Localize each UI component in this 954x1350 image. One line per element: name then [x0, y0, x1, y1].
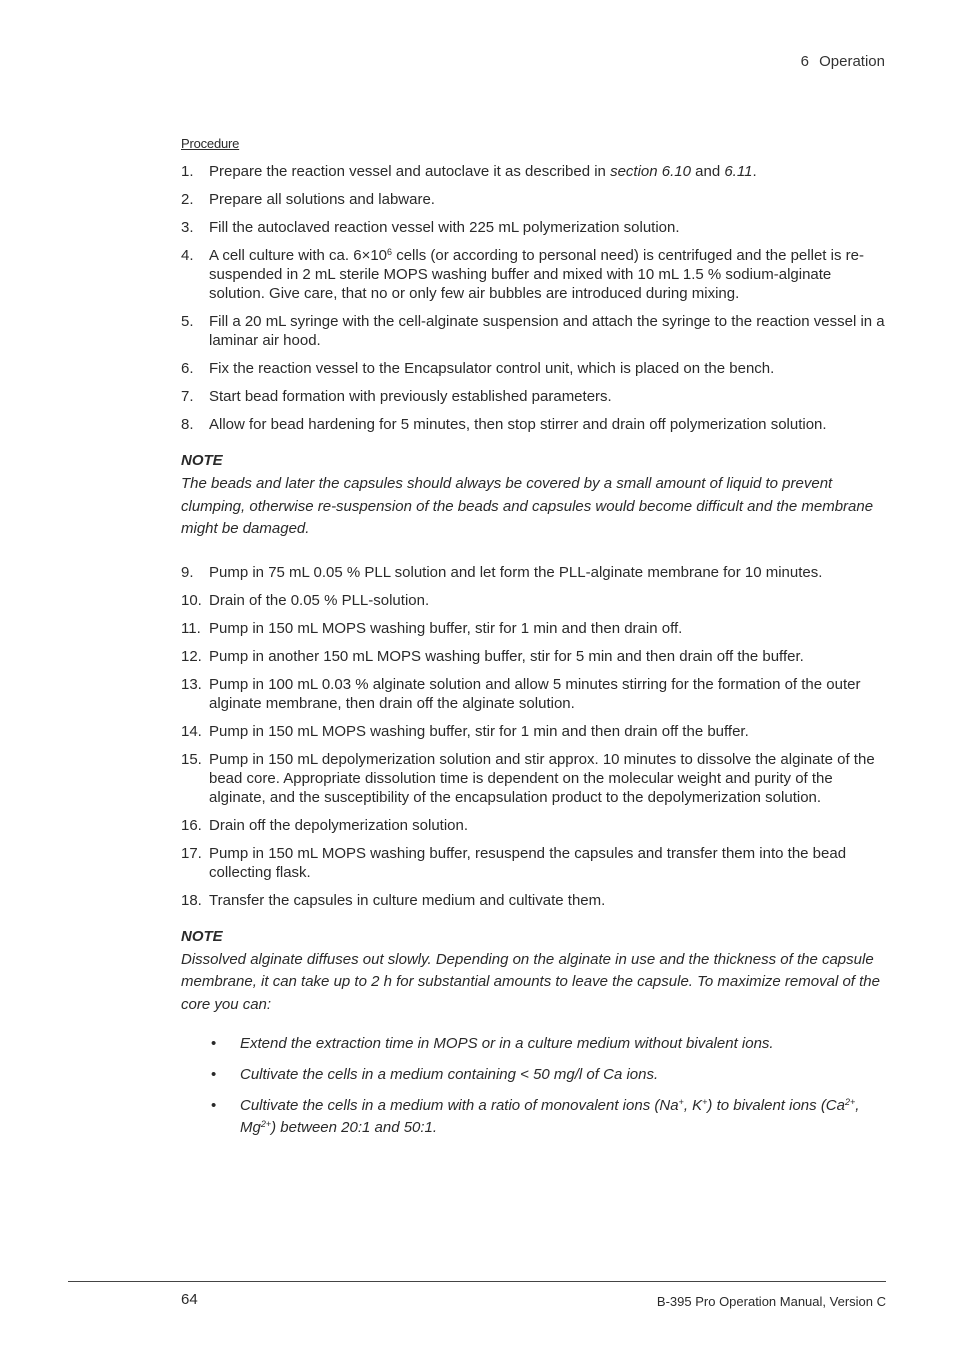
step-text: Prepare all solutions and labware. — [209, 191, 435, 208]
step-number: 9. — [181, 563, 194, 581]
step-number: 14. — [181, 722, 202, 740]
list-item — [181, 844, 887, 882]
section-reference: 6.11 — [724, 163, 753, 180]
list-item — [181, 722, 887, 741]
step-text: Drain off the depolymerization solution. — [209, 816, 469, 834]
bullet-text: , Mg — [240, 1097, 860, 1136]
superscript: 6 — [387, 247, 393, 257]
running-header: 6 Operation — [800, 53, 885, 70]
steps-list-b — [181, 563, 887, 910]
step-number: 3. — [181, 219, 194, 236]
list-item — [181, 891, 887, 910]
step-text: Fill a 20 mL syringe with the cell-alginate suspension and attach the syringe to the reaction vessel in a laminar air hood. — [209, 313, 885, 349]
list-item — [181, 190, 887, 209]
step-text: Pump in 150 mL MOPS washing buffer, stir for 1 min and then drain off the buffer. — [209, 722, 749, 740]
step-text: Pump in another 150 mL MOPS washing buffer, stir for 5 min and then drain off the buffer. — [209, 647, 804, 665]
list-item — [181, 246, 887, 303]
section-reference: section 6.10 — [610, 163, 691, 180]
step-text: Pump in 75 mL 0.05 % PLL solution and let form the PLL-alginate membrane for 10 minutes. — [209, 563, 823, 581]
step-number: 10. — [181, 591, 202, 609]
step-number: 18. — [181, 891, 202, 909]
list-item — [181, 218, 887, 237]
step-number: 1. — [181, 163, 194, 180]
step-number: 13. — [181, 675, 202, 693]
list-item — [181, 619, 887, 638]
list-item — [181, 675, 887, 713]
step-text: Drain of the 0.05 % PLL-solution. — [209, 591, 430, 609]
bullet-icon: • — [211, 1097, 217, 1114]
step-text: and — [690, 163, 725, 180]
main-content — [181, 134, 887, 1161]
note-title: NOTE — [181, 452, 223, 469]
step-number: 5. — [181, 313, 194, 330]
footer-divider — [68, 1281, 886, 1282]
step-text: A cell culture with ca. 6×10 — [209, 247, 388, 264]
step-text: Prepare the reaction vessel and autoclave it as described in — [209, 163, 611, 180]
list-item — [181, 750, 887, 807]
step-text: . — [752, 163, 757, 180]
document-title: B-395 Pro Operation Manual, Version C — [656, 1294, 886, 1309]
steps-list-a — [181, 162, 887, 434]
step-text: Pump in 150 mL MOPS washing buffer, stir for 1 min and then drain off. — [209, 619, 683, 637]
list-item — [181, 591, 887, 610]
step-number: 16. — [181, 816, 202, 834]
superscript: 2+ — [845, 1097, 856, 1107]
step-number: 12. — [181, 647, 202, 665]
step-number: 6. — [181, 360, 194, 377]
list-item — [181, 387, 887, 406]
step-text: Pump in 100 mL 0.03 % alginate solution and allow 5 minutes stirring for the formation of the outer alginate membrane, then drain off the alginate solution. — [209, 675, 861, 712]
list-item — [181, 1033, 887, 1055]
bullet-text: , K — [683, 1097, 703, 1114]
list-item — [181, 647, 887, 666]
list-item — [181, 359, 887, 378]
list-item — [181, 816, 887, 835]
list-item — [181, 162, 887, 181]
step-text: Allow for bead hardening for 5 minutes, then stop stirrer and drain off polymerization solution. — [209, 416, 827, 433]
step-text: Transfer the capsules in culture medium and cultivate them. — [209, 891, 606, 909]
step-text: Pump in 150 mL depolymerization solution and stir approx. 10 minutes to dissolve the alginate of the bead core. Appropriate dissolution time is dependent on the molecular weight and purity of the alginate, and the susceptibility of the encapsulation product to the depolymerization solution. — [209, 750, 875, 806]
bullet-text: ) to bivalent ions (Ca — [707, 1097, 845, 1114]
list-item — [181, 563, 887, 582]
list-item — [181, 1064, 887, 1086]
list-item — [181, 1095, 887, 1139]
note-title: NOTE — [181, 927, 223, 945]
list-item — [181, 415, 887, 434]
bullet-text: ) between 20:1 and 50:1. — [271, 1119, 438, 1136]
step-number: 8. — [181, 416, 194, 433]
procedure-heading: Procedure — [181, 136, 240, 151]
step-number: 7. — [181, 388, 194, 405]
step-text: Start bead formation with previously established parameters. — [209, 388, 612, 405]
list-item — [181, 312, 887, 350]
bullet-icon: • — [211, 1035, 217, 1052]
bullet-text: Extend the extraction time in MOPS or in a culture medium without bivalent ions. — [240, 1035, 774, 1052]
superscript: + — [702, 1097, 708, 1107]
note-box — [181, 451, 887, 541]
step-number: 15. — [181, 750, 202, 768]
step-text: Fill the autoclaved reaction vessel with 225 mL polymerization solution. — [209, 219, 680, 236]
superscript: 2+ — [260, 1119, 272, 1129]
note-box — [181, 927, 887, 1140]
step-number: 4. — [181, 247, 194, 264]
bullet-icon: • — [211, 1066, 217, 1083]
bullet-text: Cultivate the cells in a medium with a ratio of monovalent ions (Na — [240, 1097, 679, 1114]
bullet-text: Cultivate the cells in a medium containing < 50 mg/l of Ca ions. — [240, 1066, 659, 1083]
step-number: 2. — [181, 191, 194, 208]
note-text: Dissolved alginate diffuses out slowly. Depending on the alginate in use and the thickness of the capsule membrane, it can take up to 2 h for substantial amounts to leave the capsule. To maximize removal of the core you can: — [181, 950, 880, 1013]
step-text: Pump in 150 mL MOPS washing buffer, resuspend the capsules and transfer them into the bead collecting flask. — [209, 844, 847, 881]
step-text: cells (or according to personal need) is centrifuged and the pellet is re-suspended in 2 mL sterile MOPS washing buffer and mixed with 10 mL 1.5 % sodium-alginate solution. Give care, that no or only few air bubbles are introduced during mixing. — [209, 247, 864, 302]
bullet-list — [181, 1033, 887, 1139]
note-text: The beads and later the capsules should always be covered by a small amount of liquid to prevent clumping, otherwise re-suspension of the beads and capsules would become difficult and the membrane might be damaged. — [181, 475, 874, 537]
superscript: + — [678, 1097, 684, 1107]
page-number: 64 — [181, 1291, 198, 1308]
step-number: 17. — [181, 844, 202, 862]
step-number: 11. — [181, 619, 201, 637]
step-text: Fix the reaction vessel to the Encapsulator control unit, which is placed on the bench. — [209, 360, 775, 377]
